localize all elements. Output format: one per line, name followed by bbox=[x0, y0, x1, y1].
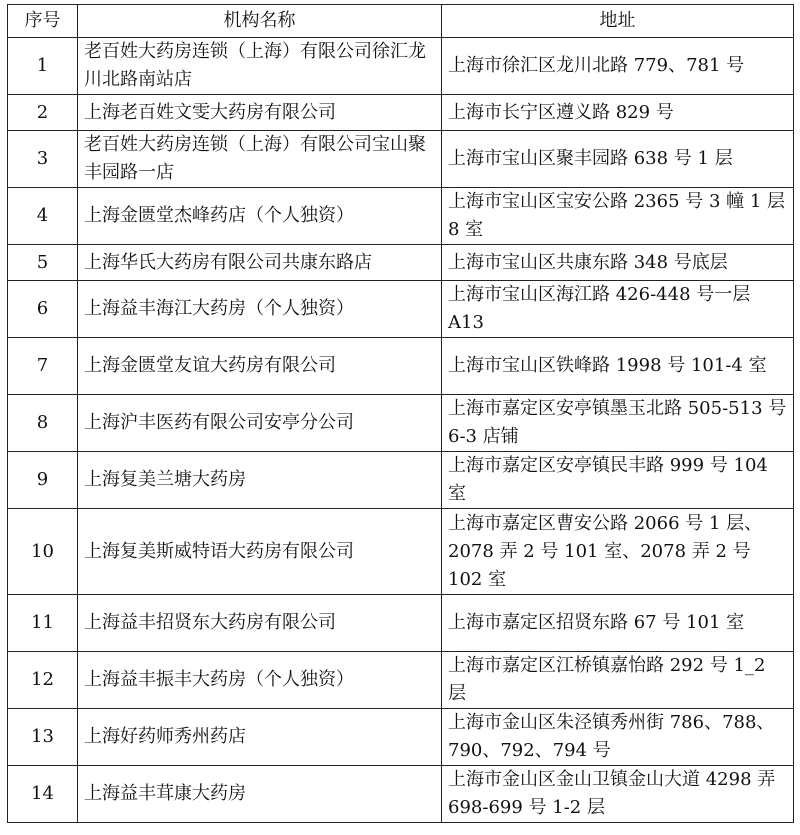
row-address: 上海市宝山区宝安公路 2365 号 3 幢 1 层 8 室 bbox=[442, 188, 794, 245]
table-row bbox=[8, 95, 794, 131]
row-name: 上海益丰振丰大药房（个人独资） bbox=[78, 652, 442, 709]
row-name: 上海益丰招贤东大药房有限公司 bbox=[78, 595, 442, 652]
row-seq: 6 bbox=[8, 281, 78, 338]
table-row bbox=[8, 281, 794, 338]
row-address: 上海市嘉定区江桥镇嘉怡路 292 号 1_2 层 bbox=[442, 652, 794, 709]
row-seq: 8 bbox=[8, 395, 78, 452]
table-row bbox=[8, 509, 794, 595]
row-name: 上海华氏大药房有限公司共康东路店 bbox=[78, 245, 442, 281]
table-row bbox=[8, 38, 794, 95]
header-row bbox=[8, 5, 794, 38]
header-address: 地址 bbox=[442, 5, 794, 38]
row-seq: 5 bbox=[8, 245, 78, 281]
row-address: 上海市金山区朱泾镇秀州街 786、788、790、792、794 号 bbox=[442, 709, 794, 766]
table-row bbox=[8, 395, 794, 452]
table-row bbox=[8, 188, 794, 245]
row-seq: 10 bbox=[8, 509, 78, 595]
row-name: 老百姓大药房连锁（上海）有限公司徐汇龙川北路南站店 bbox=[78, 38, 442, 95]
table-row bbox=[8, 766, 794, 823]
pharmacy-table bbox=[7, 4, 794, 823]
row-seq: 4 bbox=[8, 188, 78, 245]
table-row bbox=[8, 452, 794, 509]
row-seq: 11 bbox=[8, 595, 78, 652]
row-address: 上海市宝山区共康东路 348 号底层 bbox=[442, 245, 794, 281]
row-name: 上海金匮堂友谊大药房有限公司 bbox=[78, 338, 442, 395]
row-address: 上海市嘉定区曹安公路 2066 号 1 层、2078 弄 2 号 101 室、2078 弄 2 号 102 室 bbox=[442, 509, 794, 595]
table-row bbox=[8, 131, 794, 188]
table-row bbox=[8, 709, 794, 766]
row-seq: 3 bbox=[8, 131, 78, 188]
row-seq: 13 bbox=[8, 709, 78, 766]
row-address: 上海市嘉定区安亭镇墨玉北路 505-513 号 6-3 店铺 bbox=[442, 395, 794, 452]
header-seq: 序号 bbox=[8, 5, 78, 38]
row-address: 上海市宝山区铁峰路 1998 号 101-4 室 bbox=[442, 338, 794, 395]
row-seq: 7 bbox=[8, 338, 78, 395]
row-address: 上海市嘉定区招贤东路 67 号 101 室 bbox=[442, 595, 794, 652]
row-address: 上海市长宁区遵义路 829 号 bbox=[442, 95, 794, 131]
table-row bbox=[8, 652, 794, 709]
header-name: 机构名称 bbox=[78, 5, 442, 38]
row-address: 上海市嘉定区安亭镇民丰路 999 号 104 室 bbox=[442, 452, 794, 509]
row-name: 上海沪丰医药有限公司安亭分公司 bbox=[78, 395, 442, 452]
row-name: 上海好药师秀州药店 bbox=[78, 709, 442, 766]
table-row bbox=[8, 595, 794, 652]
table-row bbox=[8, 338, 794, 395]
row-seq: 2 bbox=[8, 95, 78, 131]
table-row bbox=[8, 245, 794, 281]
row-name: 上海老百姓文雯大药房有限公司 bbox=[78, 95, 442, 131]
row-address: 上海市金山区金山卫镇金山大道 4298 弄 698-699 号 1-2 层 bbox=[442, 766, 794, 823]
row-name: 上海金匮堂杰峰药店（个人独资） bbox=[78, 188, 442, 245]
row-name: 上海益丰茸康大药房 bbox=[78, 766, 442, 823]
row-address: 上海市徐汇区龙川北路 779、781 号 bbox=[442, 38, 794, 95]
row-address: 上海市宝山区聚丰园路 638 号 1 层 bbox=[442, 131, 794, 188]
row-name: 老百姓大药房连锁（上海）有限公司宝山聚丰园路一店 bbox=[78, 131, 442, 188]
row-name: 上海益丰海江大药房（个人独资） bbox=[78, 281, 442, 338]
row-seq: 9 bbox=[8, 452, 78, 509]
row-name: 上海复美斯威特语大药房有限公司 bbox=[78, 509, 442, 595]
row-address: 上海市宝山区海江路 426-448 号一层 A13 bbox=[442, 281, 794, 338]
row-seq: 1 bbox=[8, 38, 78, 95]
row-name: 上海复美兰塘大药房 bbox=[78, 452, 442, 509]
row-seq: 14 bbox=[8, 766, 78, 823]
row-seq: 12 bbox=[8, 652, 78, 709]
